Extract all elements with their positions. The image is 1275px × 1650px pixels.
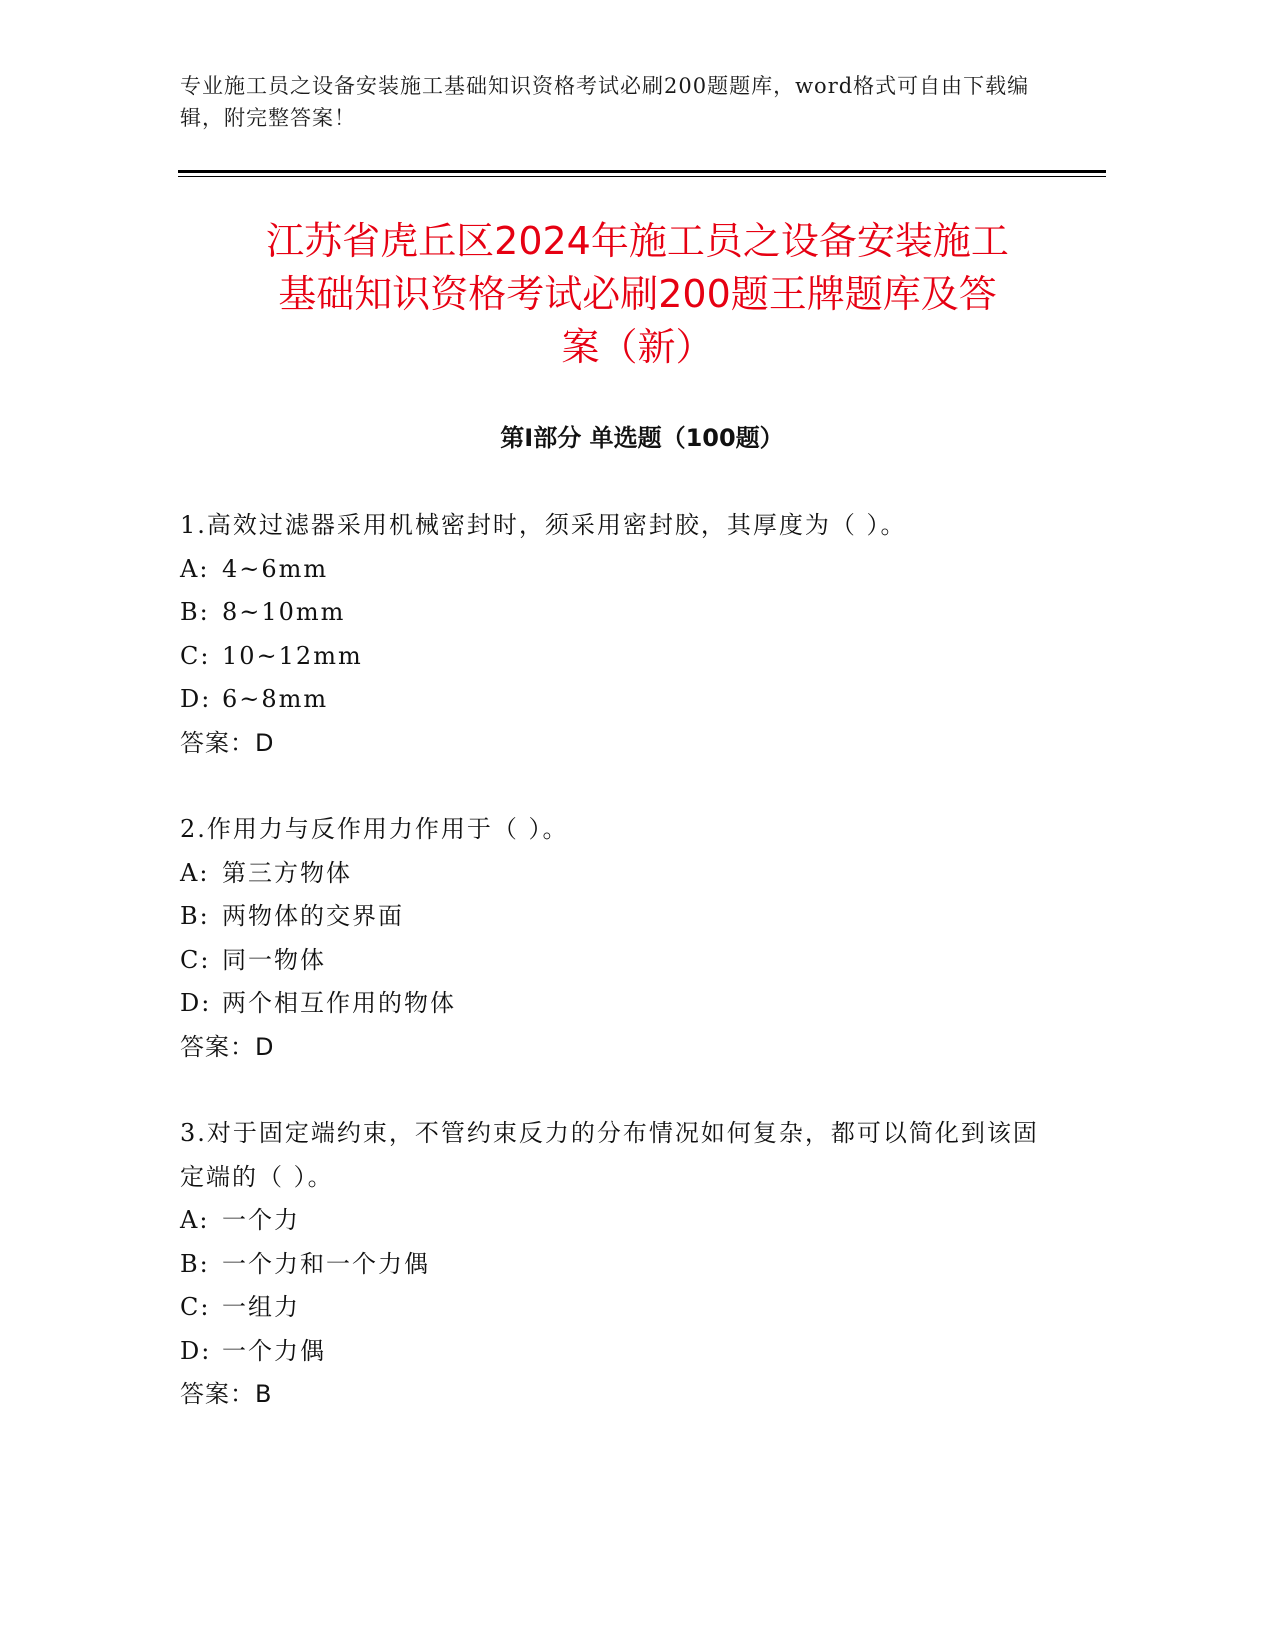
- answer-line: 答案：D: [180, 728, 275, 757]
- option-letter: D:: [180, 989, 212, 1017]
- option-d: [180, 982, 1060, 1026]
- option-text: 一个力偶: [222, 1336, 326, 1365]
- option-letter: A:: [180, 554, 210, 583]
- question-block: [180, 1112, 1060, 1417]
- option-letter: C:: [180, 641, 211, 670]
- option-letter: A:: [180, 1206, 210, 1234]
- option-d: [180, 678, 1060, 722]
- option-text: 两物体的交界面: [222, 902, 404, 930]
- option-letter: D:: [180, 685, 212, 713]
- document-title-line: 基础知识资格考试必刷200题王牌题库及答: [278, 272, 997, 316]
- header-divider-thin: [178, 176, 1106, 177]
- option-c: [180, 635, 1060, 679]
- question-block: [180, 504, 1060, 765]
- option-a: [180, 1199, 1060, 1243]
- answer-line: 答案：B: [180, 1380, 273, 1408]
- option-b: [180, 591, 1060, 635]
- option-letter: B:: [180, 598, 210, 626]
- option-text: 4~6mm: [222, 554, 329, 583]
- option-text: 一个力: [222, 1206, 300, 1234]
- option-text: 8~10mm: [222, 598, 346, 626]
- option-letter: C:: [180, 1293, 211, 1321]
- option-text: 一个力和一个力偶: [222, 1249, 430, 1278]
- question-block: [180, 808, 1060, 1069]
- option-letter: C:: [180, 945, 211, 974]
- option-text: 第三方物体: [222, 858, 352, 887]
- option-c: [180, 1286, 1060, 1330]
- option-a: [180, 852, 1060, 896]
- section-title: 第Ⅰ部分 单选题（100题）: [500, 424, 784, 452]
- option-text: 10~12mm: [222, 641, 363, 670]
- header-note: 专业施工员之设备安装施工基础知识资格考试必刷200题题库，word格式可自由下载编辑，附完整答案！: [180, 74, 1030, 130]
- option-d: [180, 1330, 1060, 1374]
- answer-line: 答案：D: [180, 1032, 275, 1061]
- document-title-line: 案（新）: [561, 325, 714, 369]
- header-divider-thick: [178, 170, 1106, 173]
- option-text: 6~8mm: [222, 685, 329, 713]
- option-letter: B:: [180, 1249, 210, 1278]
- option-b: [180, 1243, 1060, 1287]
- question-text: 2.作用力与反作用力作用于（ ）。: [180, 815, 569, 843]
- option-letter: D:: [180, 1336, 212, 1365]
- document-title-line: 江苏省虎丘区2024年施工员之设备安装施工: [266, 219, 1009, 263]
- option-text: 一组力: [222, 1293, 300, 1321]
- option-text: 两个相互作用的物体: [222, 989, 456, 1017]
- option-letter: A:: [180, 858, 210, 887]
- option-letter: B:: [180, 902, 210, 930]
- document-title: [170, 215, 1105, 374]
- option-text: 同一物体: [222, 945, 326, 974]
- option-b: [180, 895, 1060, 939]
- question-text: 1.高效过滤器采用机械密封时，须采用密封胶，其厚度为（ ）。: [180, 511, 907, 539]
- option-a: [180, 548, 1060, 592]
- option-c: [180, 939, 1060, 983]
- question-text: 3.对于固定端约束，不管约束反力的分布情况如何复杂，都可以简化到该固定端的（ ）。: [180, 1119, 1039, 1191]
